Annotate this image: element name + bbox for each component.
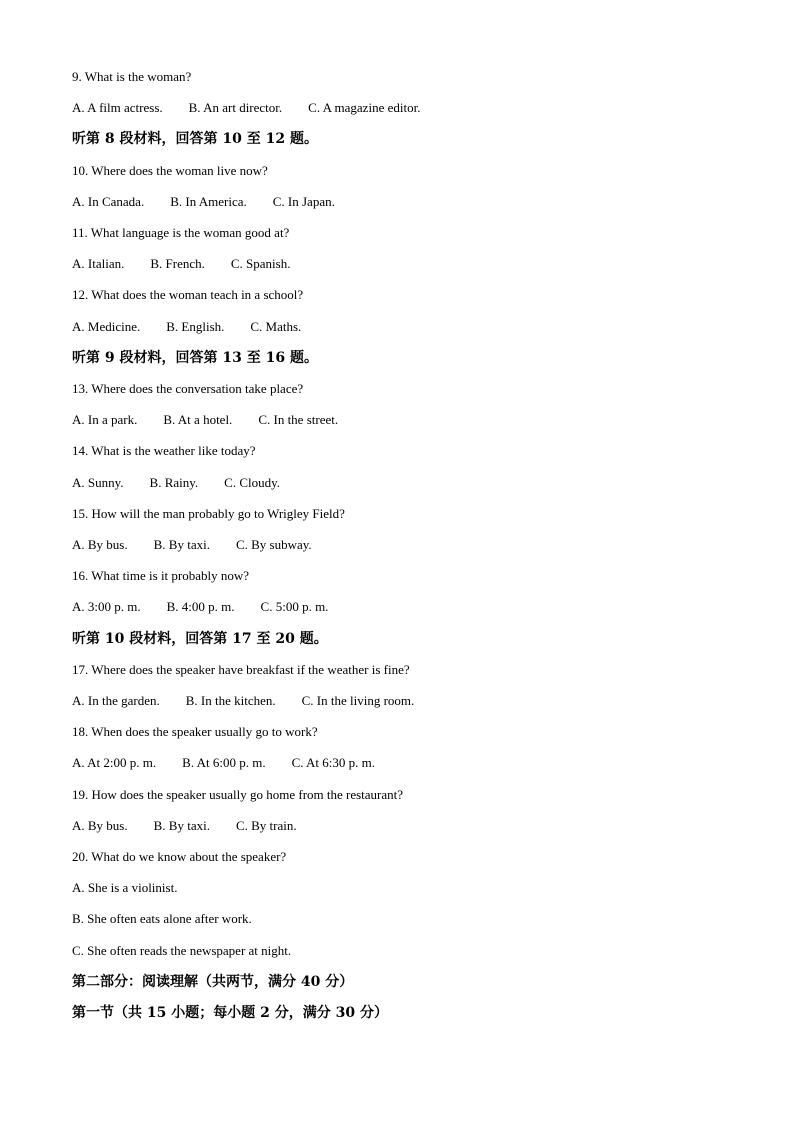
answer-option: B. French. — [150, 256, 205, 272]
answer-option: A. A film actress. — [72, 100, 163, 116]
answer-option: C. In the living room. — [301, 693, 415, 708]
section-heading: 听第 10 段材料，回答第 17 至 20 题。 — [72, 630, 328, 647]
answer-option: C. Maths. — [250, 318, 302, 334]
answer-options — [72, 319, 301, 335]
question-text: 14. What is the weather like today? — [72, 443, 256, 459]
answer-option: B. By taxi. — [153, 817, 210, 833]
question-text: C. She often reads the newspaper at night. — [72, 942, 292, 958]
question-text: B. She often eats alone after work. — [72, 911, 252, 927]
answer-option: B. English. — [166, 318, 225, 334]
answer-option: C. By subway. — [235, 537, 312, 552]
answer-option: B. An art director. — [188, 100, 283, 116]
answer-options — [72, 194, 335, 210]
answer-option: A. In the garden. — [72, 693, 160, 708]
question-text: 12. What does the woman teach in a school? — [72, 287, 304, 303]
answer-option: B. Rainy. — [149, 474, 199, 490]
section-heading: 听第 8 段材料，回答第 10 至 12 题。 — [72, 131, 318, 148]
question-text: 19. How does the speaker usually go home from the restaurant? — [72, 786, 404, 802]
answer-option: B. In the kitchen. — [185, 693, 276, 708]
question-text: 20. What do we know about the speaker? — [72, 849, 287, 864]
answer-option: B. At 6:00 p. m. — [182, 755, 266, 771]
question-text: 13. Where does the conversation take place? — [72, 381, 304, 396]
answer-options — [72, 599, 328, 615]
answer-option: A. Italian. — [72, 256, 125, 272]
answer-option: A. By bus. — [72, 537, 128, 552]
answer-option: C. Cloudy. — [224, 474, 281, 490]
answer-options — [72, 693, 414, 709]
answer-option: A. By bus. — [72, 817, 128, 833]
answer-option: C. In Japan. — [272, 193, 335, 209]
answer-option: B. At a hotel. — [163, 412, 233, 428]
answer-option: C. Spanish. — [230, 256, 291, 272]
answer-options — [72, 537, 312, 553]
section-heading: 听第 9 段材料，回答第 13 至 16 题。 — [72, 349, 318, 366]
answer-options — [72, 412, 338, 428]
question-text: 9. What is the woman? — [72, 69, 192, 84]
question-text: A. She is a violinist. — [72, 880, 178, 896]
answer-option: B. 4:00 p. m. — [166, 599, 235, 615]
answer-option: A. Medicine. — [72, 318, 141, 334]
question-text: 11. What language is the woman good at? — [72, 225, 290, 240]
question-text: 15. How will the man probably go to Wrigley Field? — [72, 505, 345, 521]
answer-option: A. In a park. — [72, 412, 138, 428]
answer-option: C. In the street. — [258, 412, 339, 428]
question-text: 17. Where does the speaker have breakfast if the weather is fine? — [72, 661, 410, 677]
answer-option: B. In America. — [170, 193, 247, 209]
answer-option: A. At 2:00 p. m. — [72, 755, 157, 771]
answer-options — [72, 475, 280, 491]
section-heading: 第二部分：阅读理解（共两节，满分 40 分） — [72, 973, 354, 990]
answer-option: C. A magazine editor. — [308, 100, 421, 116]
answer-option: A. 3:00 p. m. — [72, 599, 141, 615]
answer-option: C. 5:00 p. m. — [260, 599, 329, 615]
section-heading: 第一节（共 15 小题；每小题 2 分，满分 30 分） — [72, 1005, 388, 1021]
answer-option: B. By taxi. — [153, 537, 210, 552]
answer-options — [72, 256, 290, 272]
question-text: 18. When does the speaker usually go to work? — [72, 724, 318, 740]
question-text: 16. What time is it probably now? — [72, 568, 250, 584]
answer-options — [72, 100, 420, 116]
answer-option: A. Sunny. — [72, 474, 124, 490]
question-text: 10. Where does the woman live now? — [72, 162, 268, 178]
answer-option: C. At 6:30 p. m. — [291, 755, 376, 771]
answer-options — [72, 755, 375, 771]
answer-options — [72, 818, 297, 834]
answer-option: C. By train. — [235, 817, 297, 833]
answer-option: A. In Canada. — [72, 193, 145, 209]
